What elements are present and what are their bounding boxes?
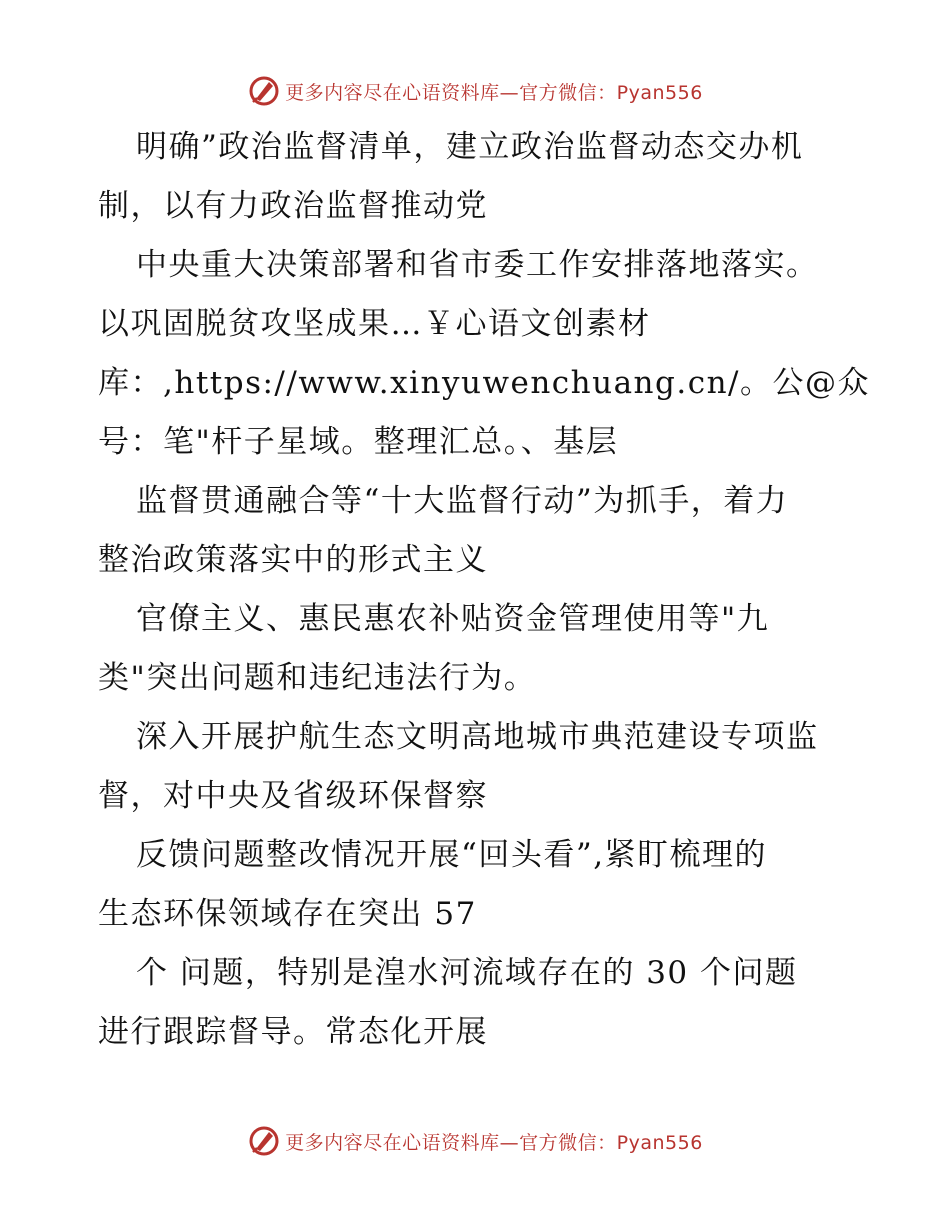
text-line: 号：笔"杆子星域。整理汇总。、基层 (98, 424, 619, 460)
document-body (98, 118, 870, 1062)
text-line: 明确”政治监督清单，建立政治监督动态交办机 (136, 129, 804, 165)
text-line: 反馈问题整改情况开展“回头看”,紧盯梳理的 (136, 837, 768, 873)
text-line: 深入开展护航生态文明高地城市典范建设专项监 (136, 719, 819, 755)
pen-nib-logo-icon (247, 74, 281, 108)
header-banner (0, 71, 950, 111)
text-line: 中央重大决策部署和省市委工作安排落地落实。 (136, 247, 819, 283)
text-line: 进行跟踪督导。常态化开展 (98, 1014, 488, 1050)
footer-banner-text: 更多内容尽在心语资料库—官方微信：Pyan556 (285, 1131, 703, 1154)
text-line: 监督贯通融合等“十大监督行动”为抓手，着力 (136, 483, 789, 519)
text-line: 制，以有力政治监督推动党 (98, 188, 488, 224)
text-line: 督，对中央及省级环保督察 (98, 778, 488, 814)
text-line: 生态环保领域存在突出 57 (98, 896, 477, 932)
text-line: 整治政策落实中的形式主义 (98, 542, 488, 578)
header-banner-text: 更多内容尽在心语资料库—官方微信：Pyan556 (285, 81, 703, 104)
text-line: 类"突出问题和违纪违法行为。 (98, 660, 537, 696)
pen-nib-logo-icon (247, 1124, 281, 1158)
text-line: 官僚主义、惠民惠农补贴资金管理使用等"九 (136, 601, 770, 637)
text-line: 个 问题，特别是湟水河流域存在的 30 个问题 (136, 955, 798, 991)
text-line: 库：,https://www.xinyuwenchuang.cn/。公@众 (98, 365, 870, 401)
footer-banner (0, 1121, 950, 1161)
text-line: 以巩固脱贫攻坚成果…￥心语文创素材 (98, 306, 651, 342)
